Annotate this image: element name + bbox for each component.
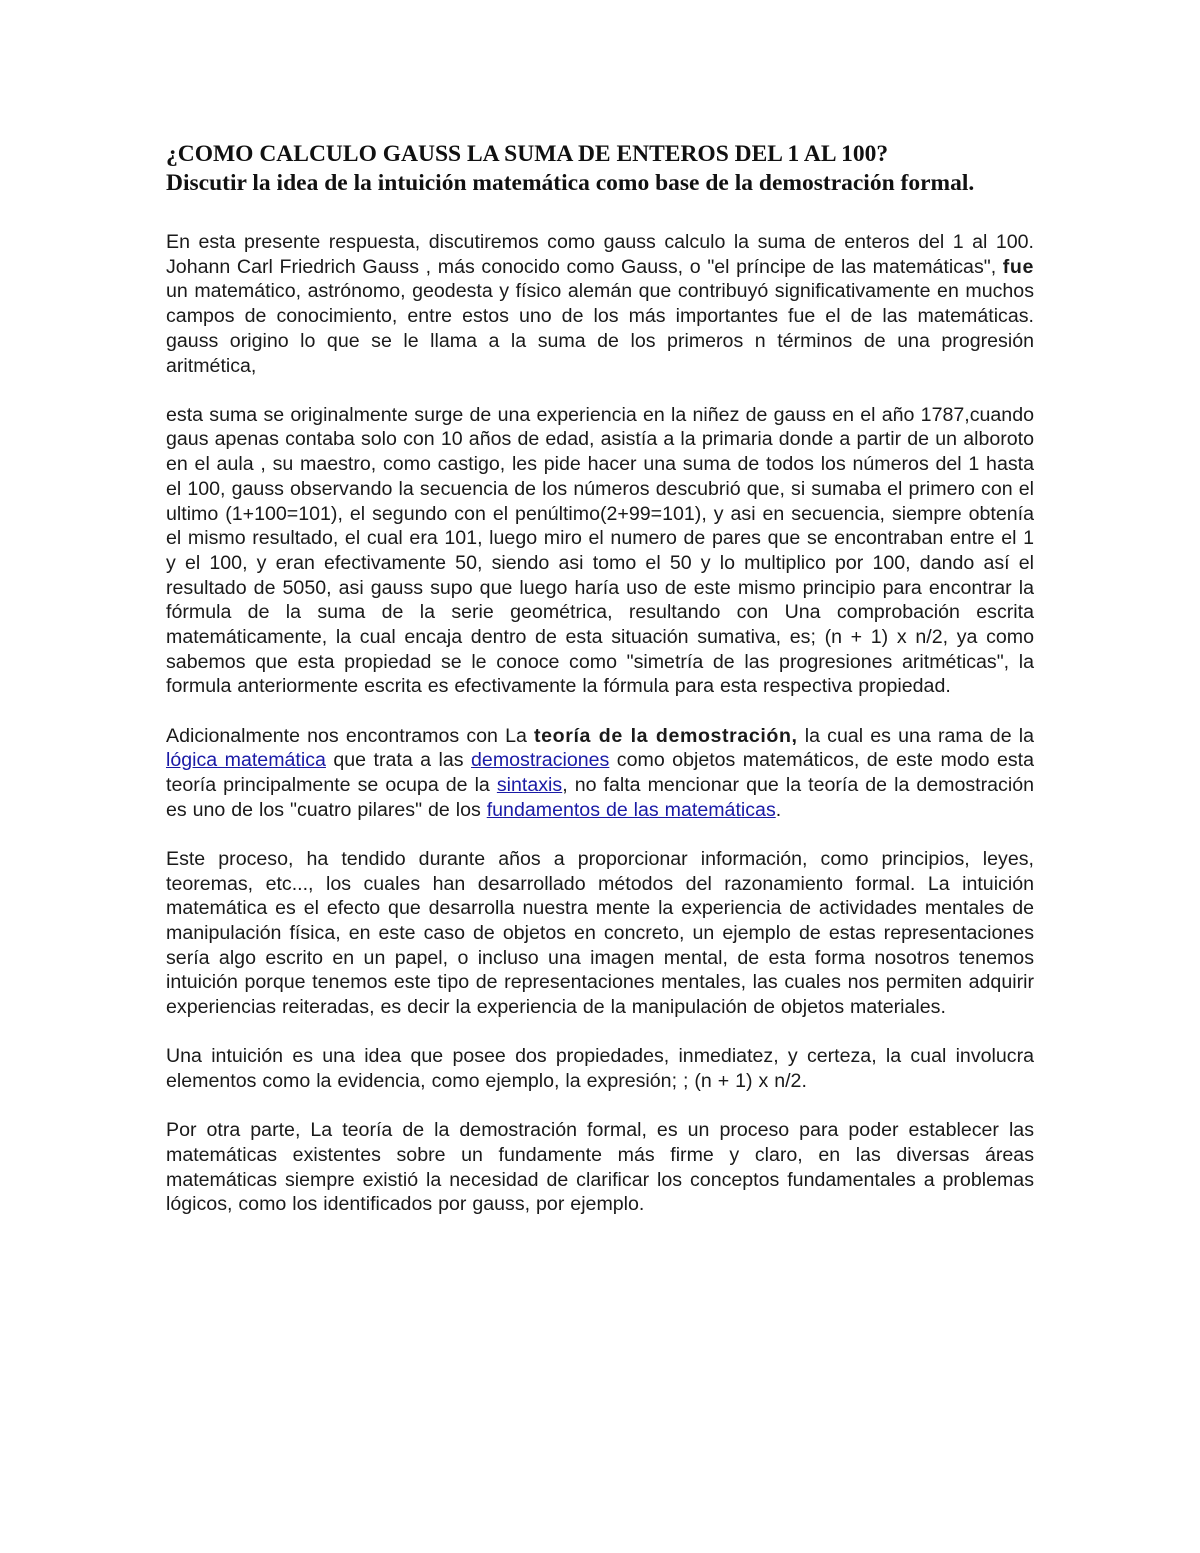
paragraph-3 — [166, 724, 1034, 823]
paragraph-3-text-d: como objetos matemáticos, de este modo esta teoría principalmente se ocupa de la — [166, 749, 1034, 797]
paragraph-3-bold: teoría de la demostración, — [534, 724, 798, 747]
paragraph-3-text-b: la cual es una rama de la — [797, 724, 1035, 747]
paragraph-2: esta suma se originalmente surge de una experiencia en la niñez de gauss en el año 1787,cuando gaus apenas contaba solo con 10 años de edad, asistía a la primaria donde a partir de un alboroto en el aula , su maestro, como castigo, les pide hacer una suma de todos los números del 1 hasta el 100, gauss observando la secuencia de los números descubrió que, si sumaba el primero con el ultimo (1+100=101), el segundo con el penúltimo(2+99=101), y asi en secuencia, siempre obtenía el mismo resultado, el cual era 101, luego miro el numero de pares que se encontraban entre el 1 y el 100, y eran efectivamente 50, siendo asi tomo el 50 y lo multiplico por 100, dando así el resultado de 5050, asi gauss supo que luego haría uso de este mismo principio para encontrar la fórmula de la suma de la serie geométrica, resultando con Una comprobación escrita matemáticamente, la cual encaja dentro de esta situación sumativa, es; (n + 1) x n/2, ya como sabemos que esta propiedad se le conoce como "simetría de las progresiones aritméticas", la formula anteriormente escrita es efectivamente la fórmula para esta respectiva propiedad. — [166, 403, 1034, 698]
paragraph-3-text-e: , no falta mencionar que la teoría de la demostración es uno de los "cuatro pilares" de los — [166, 774, 1034, 821]
document-page — [166, 140, 1034, 1242]
link-demostraciones[interactable]: demostraciones — [471, 749, 610, 772]
link-fundamentos-de-las-matematicas[interactable]: fundamentos de las matemáticas — [486, 798, 776, 821]
paragraph-5: Una intuición es una idea que posee dos propiedades, inmediatez, y certeza, la cual involucra elementos como la evidencia, como ejemplo, la expresión; ; (n + 1) x n/2. — [166, 1045, 1034, 1093]
paragraph-3-text-a: Adicionalmente nos encontramos con La — [166, 724, 535, 747]
paragraph-1 — [166, 230, 1034, 378]
paragraph-1-text-b: un matemático, astrónomo, geodesta y físico alemán que contribuyó significativamente en muchos campos de conocimiento, entre estos uno de los más importantes fue el de las matemáticas. gauss origino lo que se le llama a la suma de los primeros n términos de una progresión aritmética, — [166, 280, 1034, 377]
heading-line-1: ¿COMO CALCULO GAUSS LA SUMA DE ENTEROS DEL 1 AL 100? — [166, 141, 889, 167]
paragraph-1-text-a: En esta presente respuesta, discutiremos como gauss calculo la suma de enteros del 1 al 100. Johann Carl Friedrich Gauss , más conocido como Gauss, o "el príncipe de las matemáticas", — [166, 231, 1034, 278]
paragraph-4: Este proceso, ha tendido durante años a proporcionar información, como principios, leyes, teoremas, etc..., los cuales han desarrollado métodos del razonamiento formal. La intuición matemática es el efecto que desarrolla nuestra mente la experiencia de actividades mentales de manipulación física, en este caso de objetos en concreto, un ejemplo de estas representaciones sería algo escrito en un papel, o incluso una imagen mental, de esta forma nosotros tenemos intuición porque tenemos este tipo de representaciones mentales, las cuales nos permiten adquirir experiencias reiteradas, es decir la experiencia de la manipulación de objetos materiales. — [166, 847, 1034, 1019]
paragraph-3-text-c: que trata a las — [325, 749, 472, 772]
document-heading — [166, 140, 1034, 198]
paragraph-6: Por otra parte, La teoría de la demostración formal, es un proceso para poder establecer las matemáticas existentes sobre un fundamente más firme y claro, en las diversas áreas matemáticas siempre existió la necesidad de clarificar los conceptos fundamentales a problemas lógicos, como los identificados por gauss, por ejemplo. — [166, 1119, 1034, 1216]
link-sintaxis[interactable]: sintaxis — [496, 774, 563, 797]
paragraph-1-bold: fue — [1002, 255, 1034, 278]
paragraph-3-text-f: . — [775, 798, 782, 821]
heading-line-2: Discutir la idea de la intuición matemática como base de la demostración formal. — [166, 170, 975, 196]
link-logica-matematica[interactable]: lógica matemática — [166, 749, 326, 772]
